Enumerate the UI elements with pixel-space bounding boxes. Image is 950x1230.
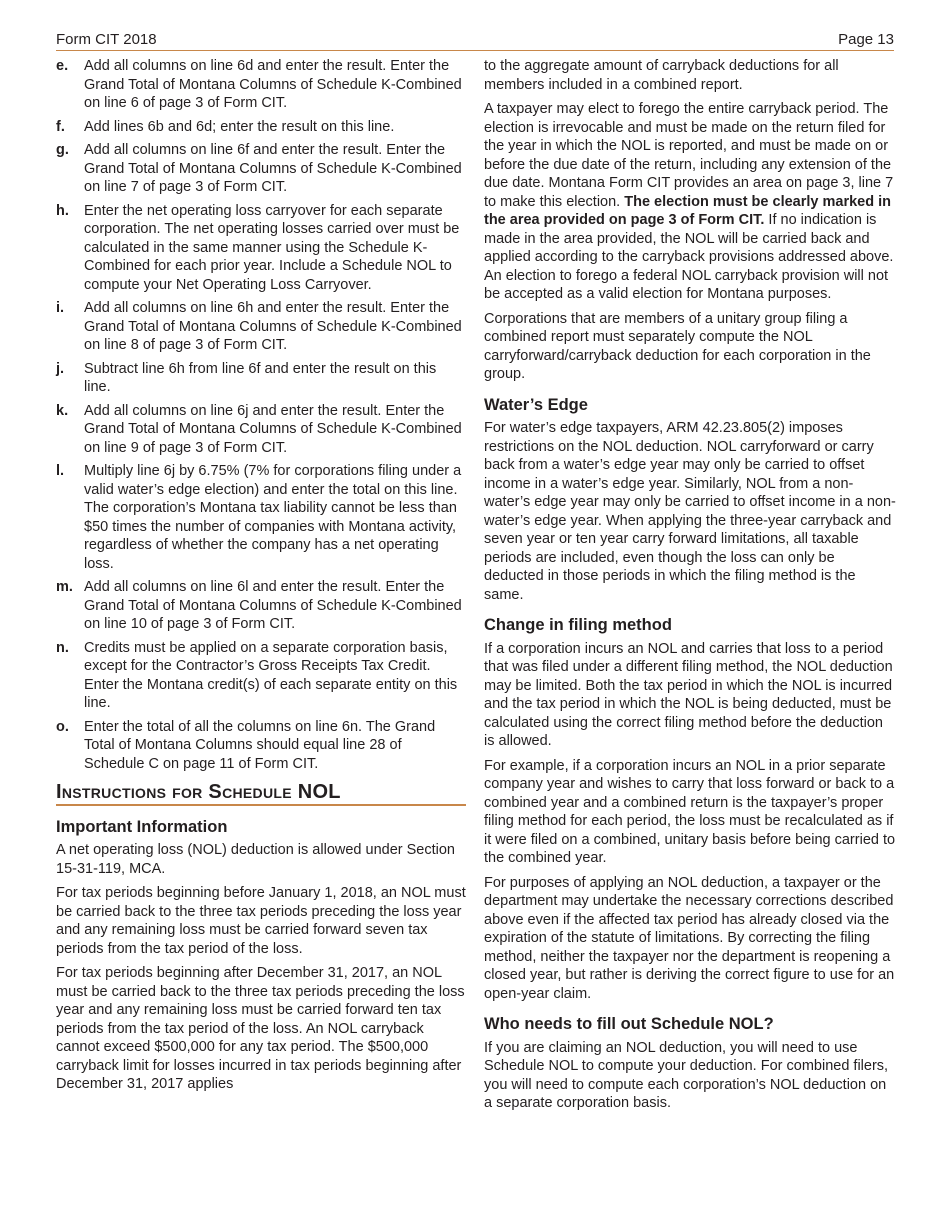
paragraph: For tax periods beginning before January 1, 2018, an NOL must be carried back to the three tax periods preceding the loss year and any remaining loss must be carried forward seven tax periods from the tax period of the loss. <box>56 885 466 957</box>
election-bold-text: The election must be clearly marked in the area provided on page 3 of Form CIT. <box>484 193 891 228</box>
paragraph: If you are claiming an NOL deduction, you will need to use Schedule NOL to compute your deduction. For combined filers, you will need to compute each corporation’s NOL deduction on a separate corporation basis. <box>484 1039 889 1111</box>
list-item <box>56 639 466 713</box>
important-heading: Important Information <box>56 817 228 836</box>
paragraph: For example, if a corporation incurs an NOL in a prior separate company year and wishes to carry that loss forward or back to a combined year and a combined return is the taxpayer’s proper filing method for each period, the loss must be recalculated as if it were filed on a combined, unitary basis before being carried to the combined year. <box>484 757 896 866</box>
paragraph: For water’s edge taxpayers, ARM 42.23.805(2) imposes restrictions on the NOL deduction. NOL carryforward or carry back from a water’s edge year may only be carried to offset income in a water’s edge year. Similarly, NOL from a non-water’s edge year may only be carried to offset income in a non-water’s edge year. When applying the three-year carryback and seven year or ten year carry forward limitations, all taxable periods are included, even though the loss can only be deducted in those periods in which the filing method is the same. <box>484 420 896 603</box>
section-title: Instructions for Schedule NOL <box>56 783 466 806</box>
item-letter: j. <box>56 360 65 377</box>
right-column <box>484 57 896 1119</box>
item-text: Subtract line 6h from line 6f and enter the result on this line. <box>84 360 437 395</box>
list-item <box>56 141 466 197</box>
list-item <box>56 360 466 397</box>
item-text: Add all columns on line 6h and enter the result. Enter the Grand Total of Montana Columns of Schedule K-Combined on line 8 of page 3 of Form CIT. <box>84 300 462 353</box>
list-item <box>56 57 466 113</box>
paragraph: For tax periods beginning after December 31, 2017, an NOL must be carried back to the three tax periods preceding the loss year and any remaining loss must be carried forward ten tax periods from the tax period of the loss. An NOL carryback cannot exceed $500,000 for any tax period. The $500,000 carryback limit for losses incurred in tax periods beginning after December 31, 2017 applies <box>56 965 465 1092</box>
election-paragraph <box>484 100 896 304</box>
item-letter: h. <box>56 202 69 219</box>
paragraph: Corporations that are members of a unitary group filing a combined report must separately compute the NOL carryforward/carryback deduction for each corporation in the group. <box>484 310 871 382</box>
item-letter: g. <box>56 142 69 158</box>
paragraph: For purposes of applying an NOL deduction, a taxpayer or the department may undertake the necessary corrections described above even if the affected tax period has already closed via the expiration of the statute of limitations. By correcting the filing method, neither the taxpayer nor the department is reopening a closed year, but rather is deriving the correct figure to use for an open-year claim. <box>484 874 895 1002</box>
paragraph: If a corporation incurs an NOL and carries that loss to a period that was filed under a different filing method, the NOL deduction may be limited. Both the tax period in which the NOL is incurred and the tax period in which the NOL is being deducted, must be calculated using the correct filing method before the deduction is allowed. <box>484 640 893 749</box>
item-text: Add all columns on line 6d and enter the result. Enter the Grand Total of Montana Columns of Schedule K-Combined on line 6 of page 3 of Form CIT. <box>84 58 462 111</box>
paragraph: to the aggregate amount of carryback deductions for all members included in a combined report. <box>484 58 839 93</box>
page-header <box>56 29 894 51</box>
item-letter: l. <box>56 463 65 479</box>
item-letter: f. <box>56 118 65 135</box>
item-letter: n. <box>56 639 69 656</box>
item-letter: i. <box>56 300 65 316</box>
item-text: Enter the net operating loss carryover for each separate corporation. The net operating losses carried over must be calculated in the same manner using the Schedule K-Combined for each prior year. Include a Schedule NOL to compute your Net Operating Loss Carryover. <box>84 202 460 293</box>
item-text: Credits must be applied on a separate corporation basis, except for the Contractor’s Gross Receipts Tax Credit. Enter the Montana credit(s) of each separate entity on this line. <box>84 639 458 711</box>
election-text-cont: If no indication is made in the area provided, the NOL will be carried back and applied according to the carryback provisions addressed above. An election to forego a federal NOL carryback provision will not be accepted as a valid election for Montana purposes. <box>484 212 894 302</box>
who-needs-heading: Who needs to fill out Schedule NOL? <box>484 1015 774 1033</box>
form-title: Form CIT 2018 <box>56 31 157 48</box>
item-text: Add all columns on line 6f and enter the result. Enter the Grand Total of Montana Columns of Schedule K-Combined on line 7 of page 3 of Form CIT. <box>84 142 462 195</box>
left-column <box>56 57 466 1100</box>
item-letter: o. <box>56 718 69 735</box>
list-item <box>56 462 466 573</box>
item-text: Add all columns on line 6l and enter the result. Enter the Grand Total of Montana Columns of Schedule K-Combined on line 10 of page 3 of Form CIT. <box>84 579 462 632</box>
election-text: A taxpayer may elect to forego the entire carryback period. The election is irrevocable and must be made on the return filed for the year in which the NOL is reported, and must be made on or before the due date of the return, including any extension of the due date. Montana Form CIT provides an area on page 3, line 7 to make this election. <box>484 101 894 210</box>
paragraph: A net operating loss (NOL) deduction is allowed under Section 15-31-119, MCA. <box>56 842 455 877</box>
list-item <box>56 299 466 355</box>
item-letter: k. <box>56 402 69 419</box>
item-text: Add lines 6b and 6d; enter the result on this line. <box>84 118 395 135</box>
list-item <box>56 402 466 458</box>
item-letter: e. <box>56 58 69 74</box>
waters-edge-heading: Water’s Edge <box>484 395 588 414</box>
item-letter: m. <box>56 579 73 595</box>
item-text: Enter the total of all the columns on line 6n. The Grand Total of Montana Columns should equal line 28 of Schedule C on page 11 of Form CIT. <box>84 718 436 772</box>
change-filing-heading: Change in filing method <box>484 616 672 634</box>
list-item <box>56 578 466 634</box>
list-item <box>56 118 466 137</box>
item-text: Add all columns on line 6j and enter the result. Enter the Grand Total of Montana Columns of Schedule K-Combined on line 9 of page 3 of Form CIT. <box>84 402 462 456</box>
page-number: Page 13 <box>838 31 894 48</box>
list-item <box>56 718 466 774</box>
list-item <box>56 202 466 295</box>
item-text: Multiply line 6j by 6.75% (7% for corporations filing under a valid water’s edge election) and enter the total on this line. The corporation’s Montana tax liability cannot be less than $50 times the number of companies with Montana activity, regardless of whether the company has a net operating loss. <box>84 463 462 572</box>
